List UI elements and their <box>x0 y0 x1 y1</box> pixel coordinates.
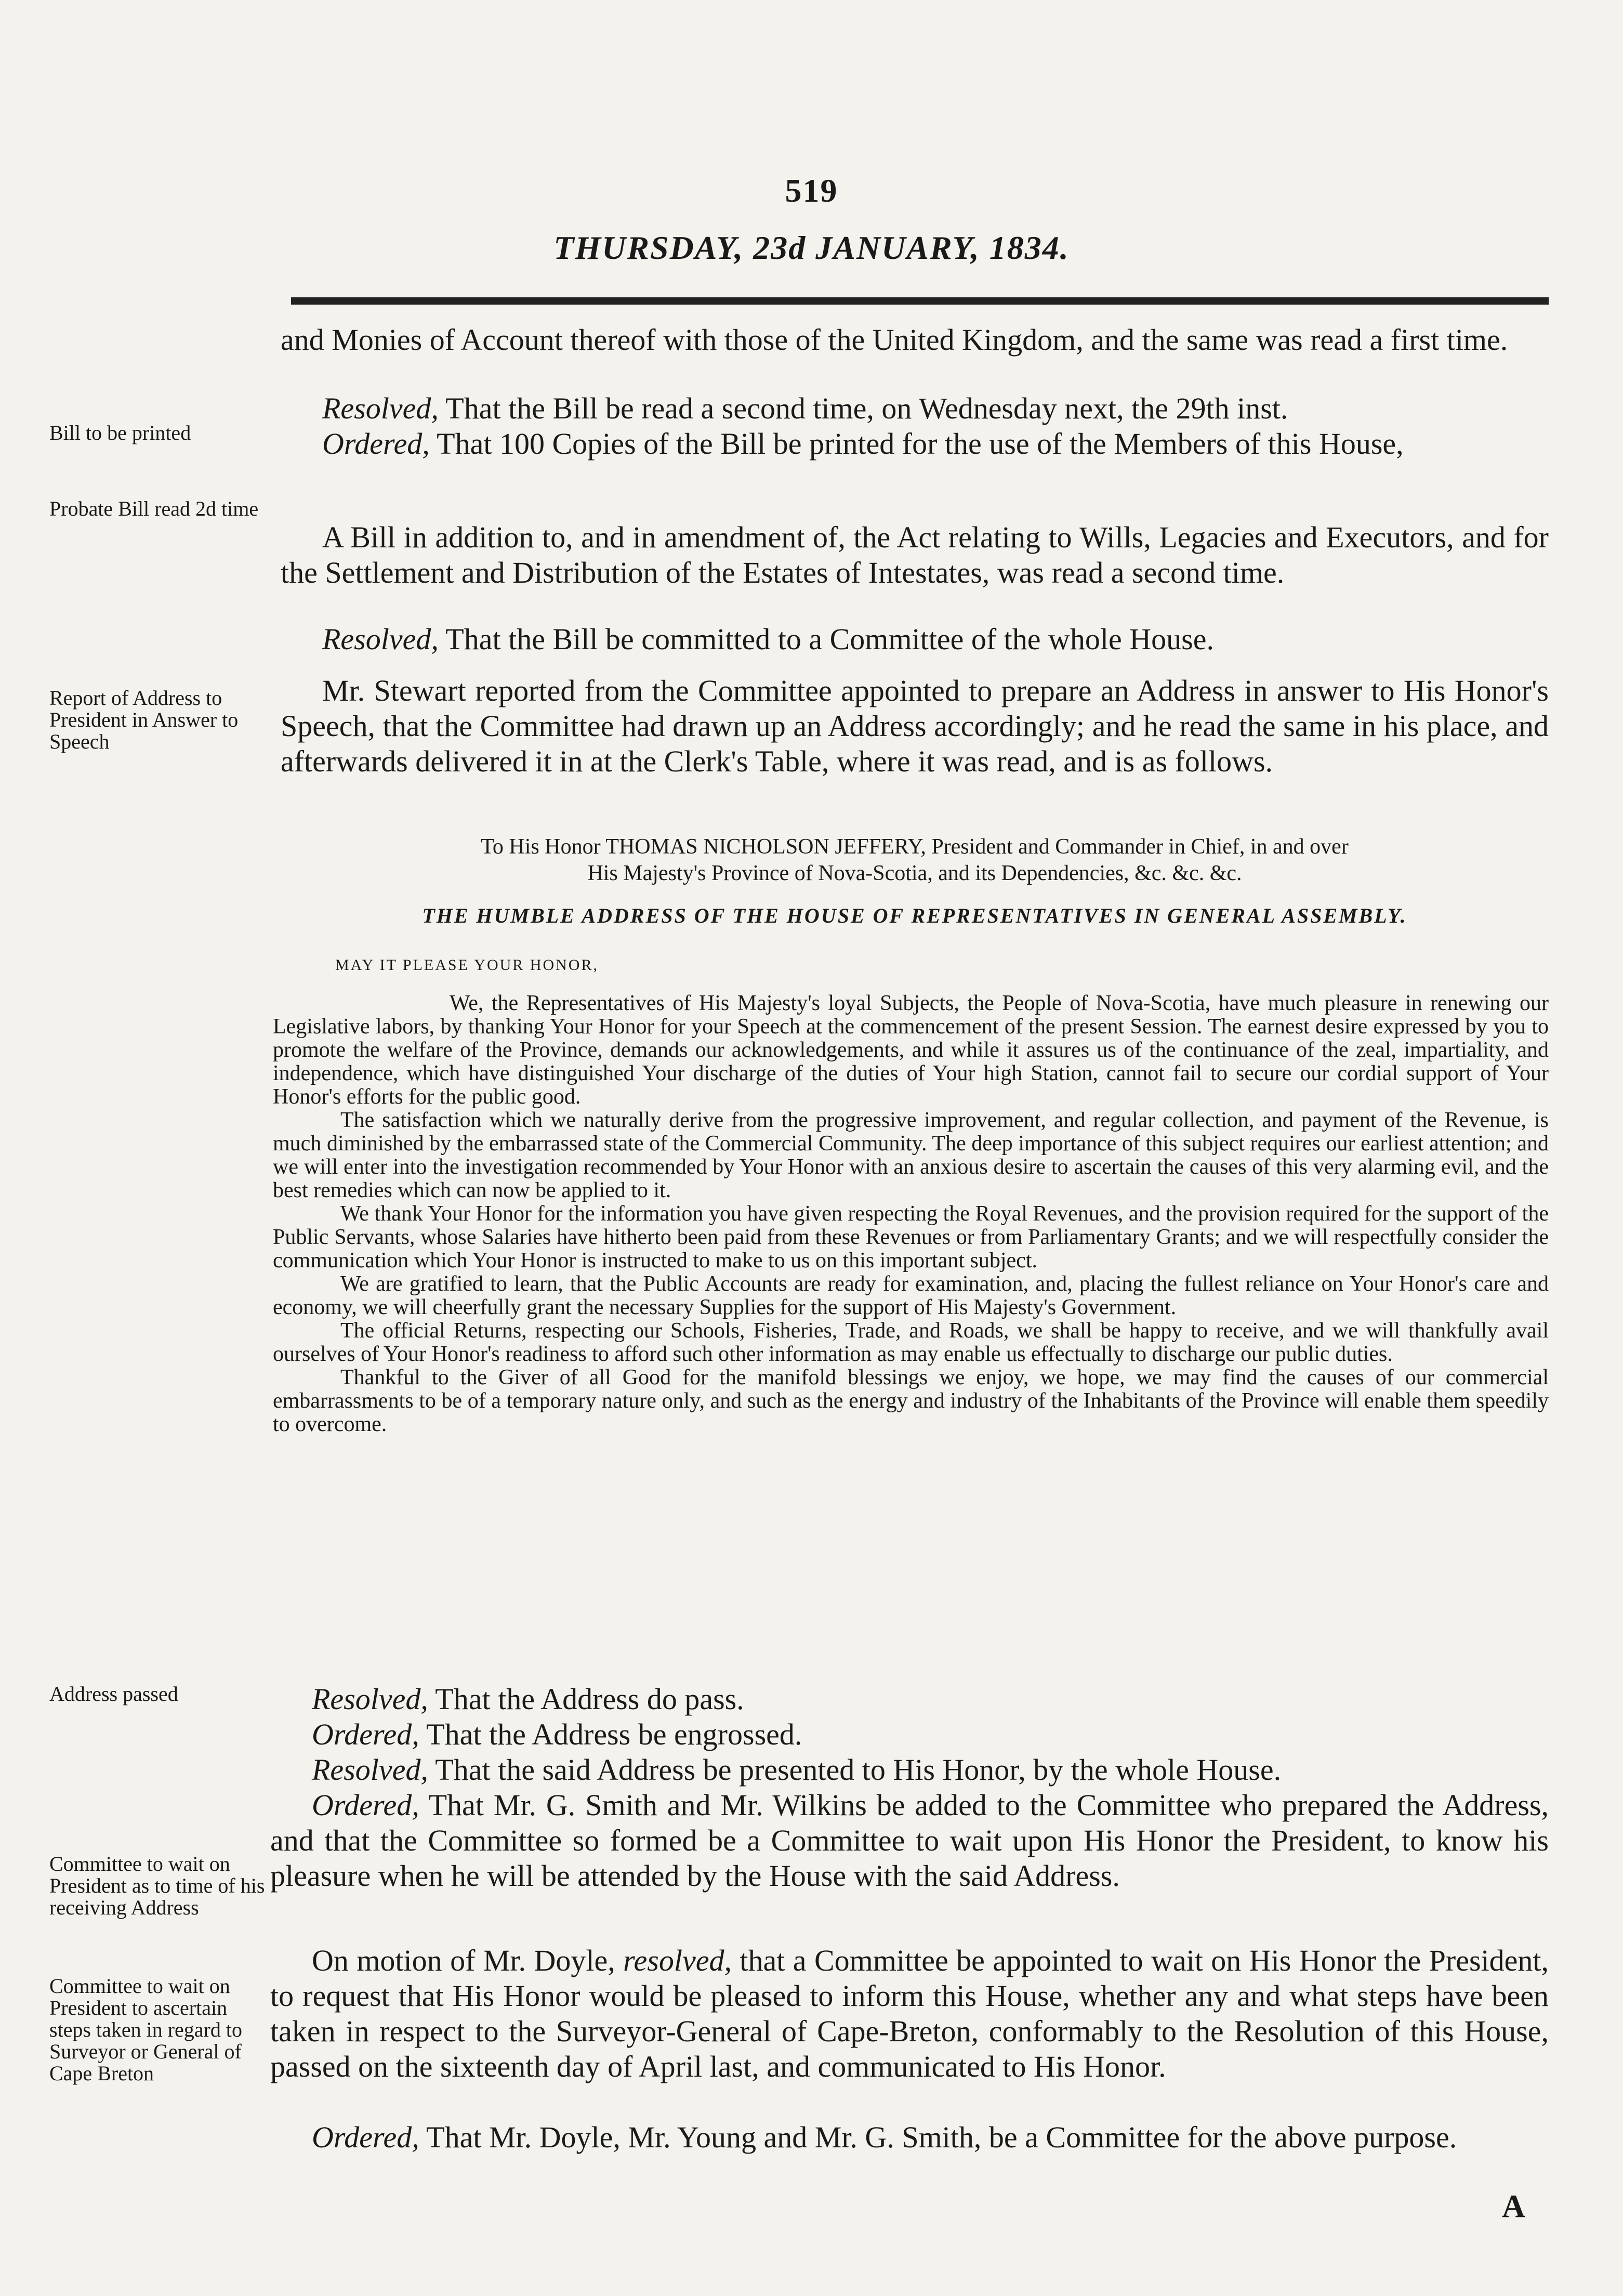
signature-mark: A <box>1502 2189 1525 2224</box>
body-paragraph-2: Resolved, That the Bill be read a second time, on Wednesday next, the 29th inst. <box>322 391 1288 425</box>
body-paragraph-1: and Monies of Account thereof with those of the United Kingdom, and the same was read a first time. <box>281 323 1508 357</box>
body-paragraph-6: Mr. Stewart reported from the Committee appointed to prepare an Address in answer to His Honor's Speech, that the Committee had drawn up an Address accordingly; and he read the same in his place, and afterwards delivered it in at the Clerk's Table, where it was read, and is as follows. <box>281 674 1549 778</box>
body-paragraph-3: Ordered, That 100 Copies of the Bill be printed for the use of the Members of this House, <box>322 427 1404 461</box>
address-paragraph-6: Thankful to the Giver of all Good for the manifold blessings we enjoy, we hope, we may find the causes of our commercial embarrassments to be of a temporary nature only, and such as the energy and industry of the Inhabitants of the Province will enable them speedily to overcome. <box>273 1366 1549 1436</box>
margin-note-committee-wait: Committee to wait on President as to time of his receiving Address <box>49 1852 265 1919</box>
margin-note-committee-steps: Committee to wait on President to ascertain steps taken in regard to Surveyor or General of Cape Breton <box>49 1974 242 2085</box>
page-date: THURSDAY, 23d JANUARY, 1834. <box>553 229 1070 266</box>
body-paragraph-5: Resolved, That the Bill be committed to a Committee of the whole House. <box>322 622 1214 656</box>
margin-note-probate: Probate Bill read 2d time <box>49 497 259 520</box>
margin-note-bill-printed: Bill to be printed <box>49 421 191 444</box>
closing-paragraph-4: Ordered, That Mr. G. Smith and Mr. Wilkins be added to the Committee who prepared the Address, and that the Committee so formed be a Committee to wait upon His Honor the President, to know his pleasure when he will be attended by the House with the said Address. <box>270 1788 1549 1893</box>
address-to-line-2: His Majesty's Province of Nova-Scotia, and its Dependencies, &c. &c. &c. <box>587 861 1242 885</box>
address-to-line-1: To His Honor THOMAS NICHOLSON JEFFERY, President and Commander in Chief, in and over <box>481 835 1349 859</box>
page-number: 519 <box>785 172 838 209</box>
address-paragraph-4: We are gratified to learn, that the Public Accounts are ready for examination, and, placing the fullest reliance on Your Honor's care and economy, we will cheerfully grant the necessary Supplies for the support of His Majesty's Government. <box>273 1272 1549 1319</box>
address-body <box>273 992 1549 1436</box>
closing-paragraph-6: Ordered, That Mr. Doyle, Mr. Young and Mr. G. Smith, be a Committee for the above purpose. <box>312 2120 1457 2154</box>
margin-note-address-passed: Address passed <box>49 1682 178 1705</box>
body-paragraph-4: A Bill in addition to, and in amendment of, the Act relating to Wills, Legacies and Executors, and for the Settlement and Distribution of the Estates of Intestates, was read a second time. <box>281 520 1549 589</box>
address-title: THE HUMBLE ADDRESS OF THE HOUSE OF REPRESENTATIVES IN GENERAL ASSEMBLY. <box>422 904 1407 927</box>
closing-paragraph-2: Ordered, That the Address be engrossed. <box>312 1717 802 1751</box>
address-paragraph-2: The satisfaction which we naturally derive from the progressive improvement, and regular collection, and payment of the Revenue, is much diminished by the embarrassed state of the Commercial Community. The deep importance of this subject requires our earliest attention; and we will enter into the investigation recommended by Your Honor with an anxious desire to ascertain the causes of this very alarming evil, and the best remedies which can now be applied to it. <box>273 1108 1549 1202</box>
closing-paragraph-5: On motion of Mr. Doyle, resolved, that a Committee be appointed to wait on His Honor the President, to request that His Honor would be pleased to inform this House, whether any and what steps have been taken in respect to the Surveyor-General of Cape-Breton, conformably to the Resolution of this House, passed on the sixteenth day of April last, and communicated to His Honor. <box>270 1944 1549 2083</box>
address-paragraph-1: We, the Representatives of His Majesty's loyal Subjects, the People of Nova-Scotia, have much pleasure in renewing our Legislative labors, by thanking Your Honor for your Speech at the commencement of the present Session. The earnest desire expressed by you to promote the welfare of the Province, demands our acknowledgements, and while it assures us of the continuance of the zeal, impartiality, and independence, which have distinguished Your discharge of the duties of Your high Station, cannot fail to secure our cordial support of Your Honor's efforts for the public good. <box>273 991 1549 1109</box>
address-paragraph-5: The official Returns, respecting our Schools, Fisheries, Trade, and Roads, we shall be happy to receive, and we will thankfully avail ourselves of Your Honor's readiness to afford such other information as may enable us effectually to discharge our public duties. <box>273 1319 1549 1366</box>
closing-paragraph-1: Resolved, That the Address do pass. <box>312 1682 744 1716</box>
closing-paragraph-3: Resolved, That the said Address be presented to His Honor, by the whole House. <box>312 1753 1282 1787</box>
address-salutation: MAY IT PLEASE YOUR HONOR, <box>335 956 599 974</box>
address-paragraph-3: We thank Your Honor for the information you have given respecting the Royal Revenues, and the provision required for the support of the Public Servants, whose Salaries have hitherto been paid from these Revenues or from Parliamentary Grants; and we will respectfully consider the communication which Your Honor is instructed to make to us on this important subject. <box>273 1202 1549 1272</box>
margin-note-report: Report of Address to President in Answer to Speech <box>49 686 239 753</box>
header-rule <box>291 297 1549 305</box>
